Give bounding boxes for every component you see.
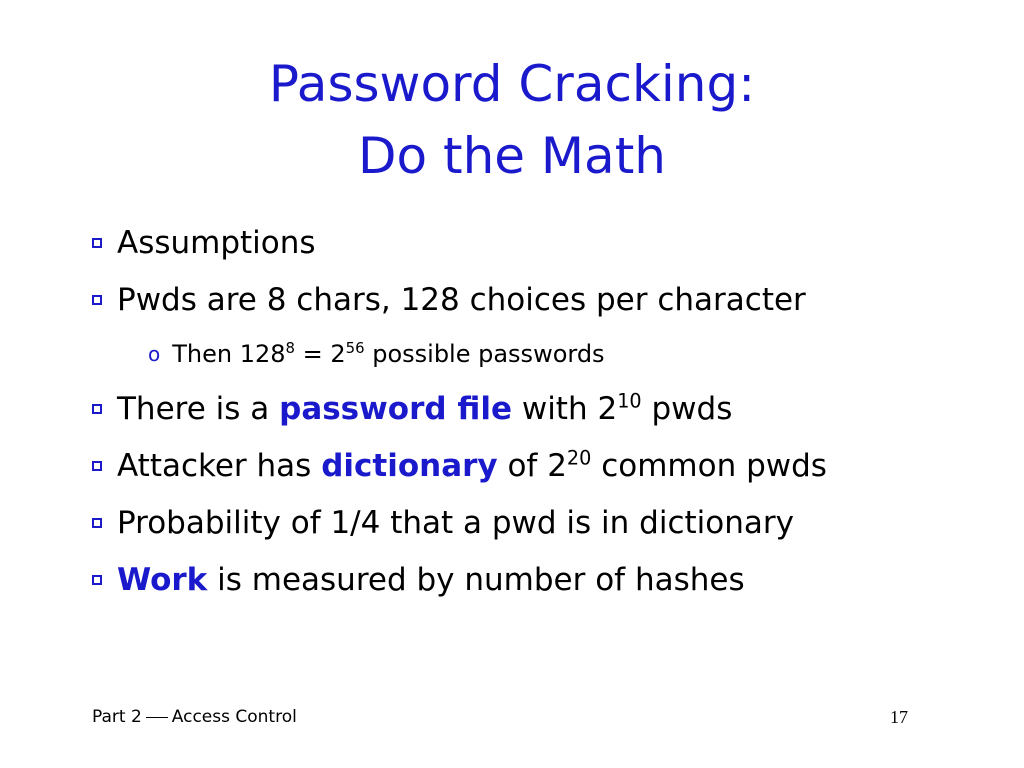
square-bullet-icon — [92, 238, 102, 248]
page-number: 17 — [890, 707, 908, 727]
footer-section: Access Control — [171, 707, 297, 727]
highlight-work: Work — [117, 562, 208, 598]
footer-part: Part 2 — [92, 707, 142, 727]
em-dash-icon — [146, 717, 168, 718]
bullet-work — [92, 560, 745, 600]
square-bullet-icon — [92, 461, 102, 471]
footer-section-label — [92, 706, 297, 728]
title-line-2: Do the Math — [357, 127, 666, 185]
highlight-dictionary: dictionary — [321, 448, 498, 484]
bullet-probability — [92, 503, 794, 543]
title-line-1: Password Cracking: — [268, 55, 756, 113]
bullet-text: Pwds are 8 chars, 128 choices per character — [117, 282, 806, 318]
bullet-text: Work is measured by number of hashes — [117, 562, 745, 598]
square-bullet-icon — [92, 295, 102, 305]
square-bullet-icon — [92, 575, 102, 585]
bullet-text: Probability of 1/4 that a pwd is in dictionary — [117, 505, 794, 541]
sub-bullet-possible-passwords — [148, 338, 605, 370]
highlight-password-file: password file — [279, 391, 512, 427]
bullet-text: Attacker has dictionary of $2^{20}$ common pwds — [117, 446, 827, 484]
bullet-text: There is a password file with $2^{10}$ pwds — [117, 389, 733, 427]
bullet-password-file — [92, 389, 732, 429]
bullet-password-length — [92, 280, 806, 320]
square-bullet-icon — [92, 404, 102, 414]
bullet-dictionary — [92, 446, 827, 486]
sub-bullet-text: Then $128^8 = 2^{56}$ possible passwords — [172, 339, 605, 368]
circle-bullet-icon: o — [148, 342, 161, 366]
bullet-assumptions — [92, 223, 316, 263]
bullet-text: Assumptions — [117, 225, 316, 261]
square-bullet-icon — [92, 518, 102, 528]
